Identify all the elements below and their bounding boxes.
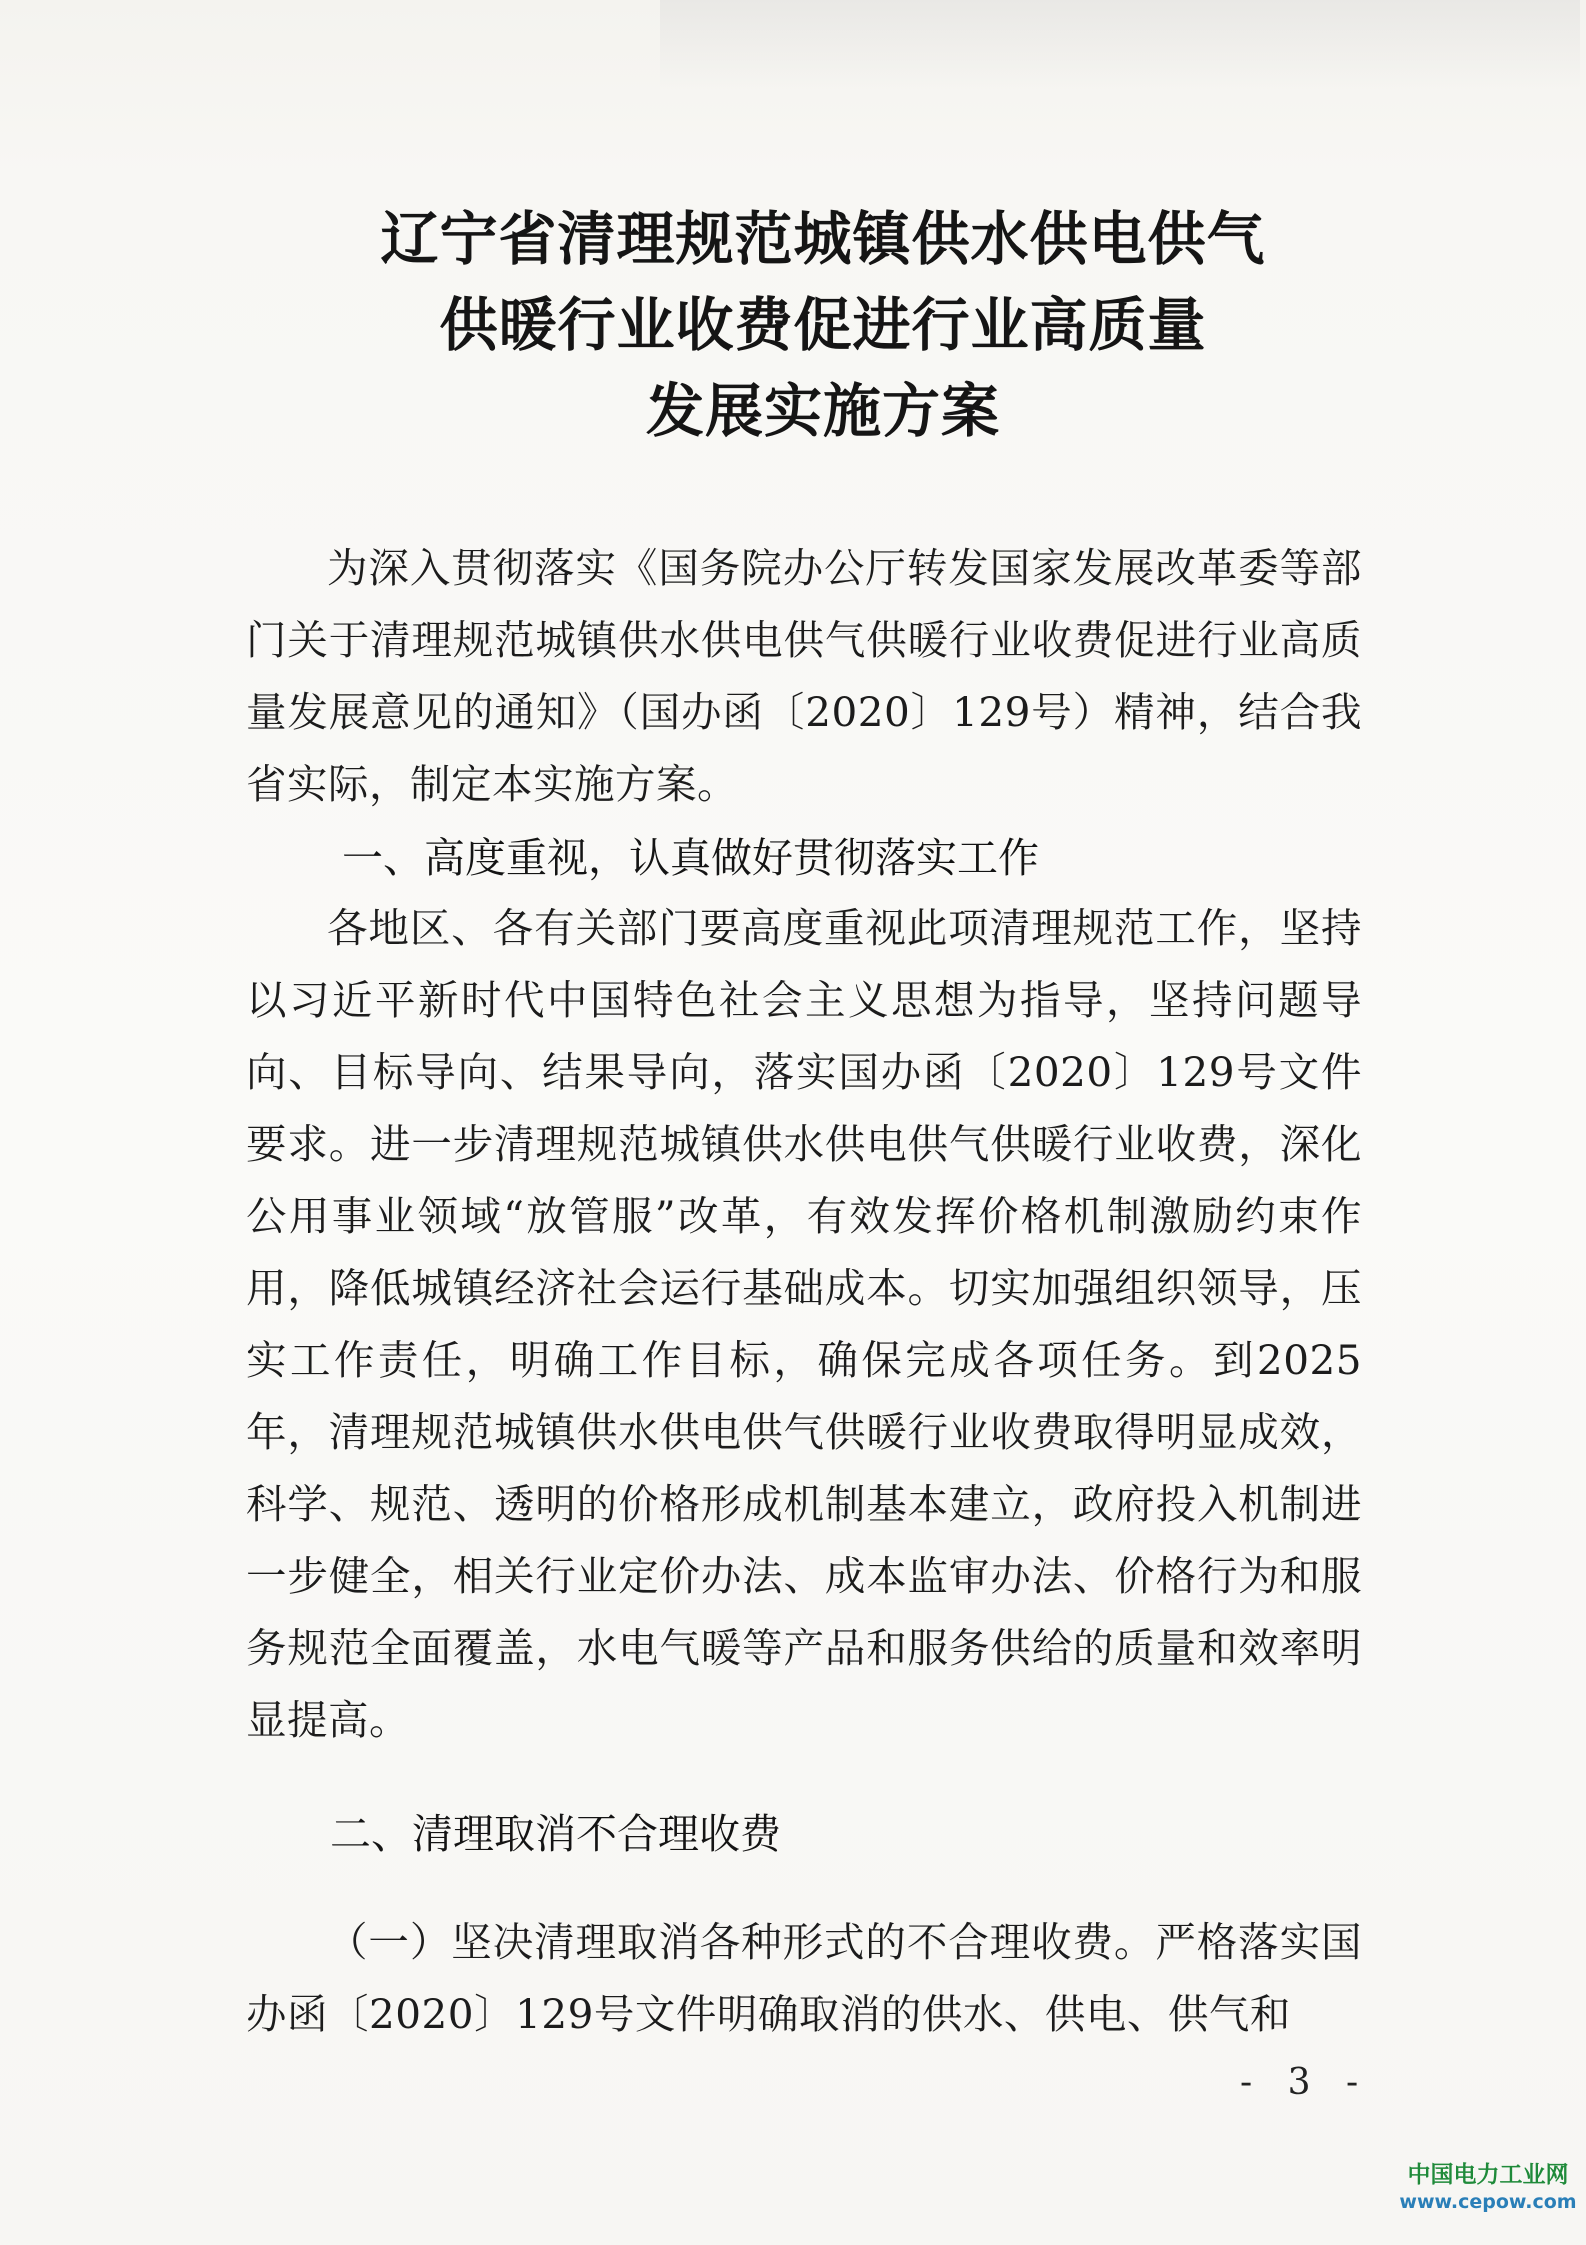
document-title-line-1: 辽宁省清理规范城镇供水供电供气 [380, 205, 1266, 273]
page-number: - 3 - [1240, 2062, 1371, 2103]
watermark-site-name: 中国电力工业网 [1407, 2162, 1569, 2188]
section-1-paragraph: 各地区、各有关部门要高度重视此项清理规范工作，坚持以习近平新时代中国特色社会主义思想为指导，坚持问题导向、目标导向、结果导向，落实国办函〔2020〕129号文件要求。进一步清理规范城镇供水供电供气供暖行业收费，深化公用事业领域“放管服”改革，有效发挥价格机制激励约束作用，降低城镇经济社会运行基础成本。切实加强组织领导，压实工作责任，明确工作目标，确保完成各项任务。到2025年，清理规范城镇供水供电供气供暖行业收费取得明显成效，科学、规范、透明的价格形成机制基本建立，政府投入机制进一步健全，相关行业定价办法、成本监审办法、价格行为和服务规范全面覆盖，水电气暖等产品和服务供给的质量和效率明显提高。 [246, 904, 1362, 1744]
watermark-site-url: www.cepow.com [1399, 2191, 1577, 2213]
document-title-line-2: 供暖行业收费促进行业高质量 [439, 291, 1207, 359]
document-title-line-3: 发展实施方案 [645, 377, 1000, 445]
section-2-paragraph: （一）坚决清理取消各种形式的不合理收费。严格落实国办函〔2020〕129号文件明确取消的供水、供电、供气和 [246, 1918, 1362, 2038]
site-watermark [1398, 2160, 1578, 2214]
section-2-heading: 二、清理取消不合理收费 [330, 1810, 781, 1858]
scan-bleed-through [660, 0, 1580, 90]
intro-paragraph: 为深入贯彻落实《国务院办公厅转发国家发展改革委等部门关于清理规范城镇供水供电供气供暖行业收费促进行业高质量发展意见的通知》（国办函〔2020〕129号）精神，结合我省实际，制定本实施方案。 [246, 544, 1362, 808]
section-1-heading: 一、高度重视，认真做好贯彻落实工作 [342, 834, 1039, 882]
